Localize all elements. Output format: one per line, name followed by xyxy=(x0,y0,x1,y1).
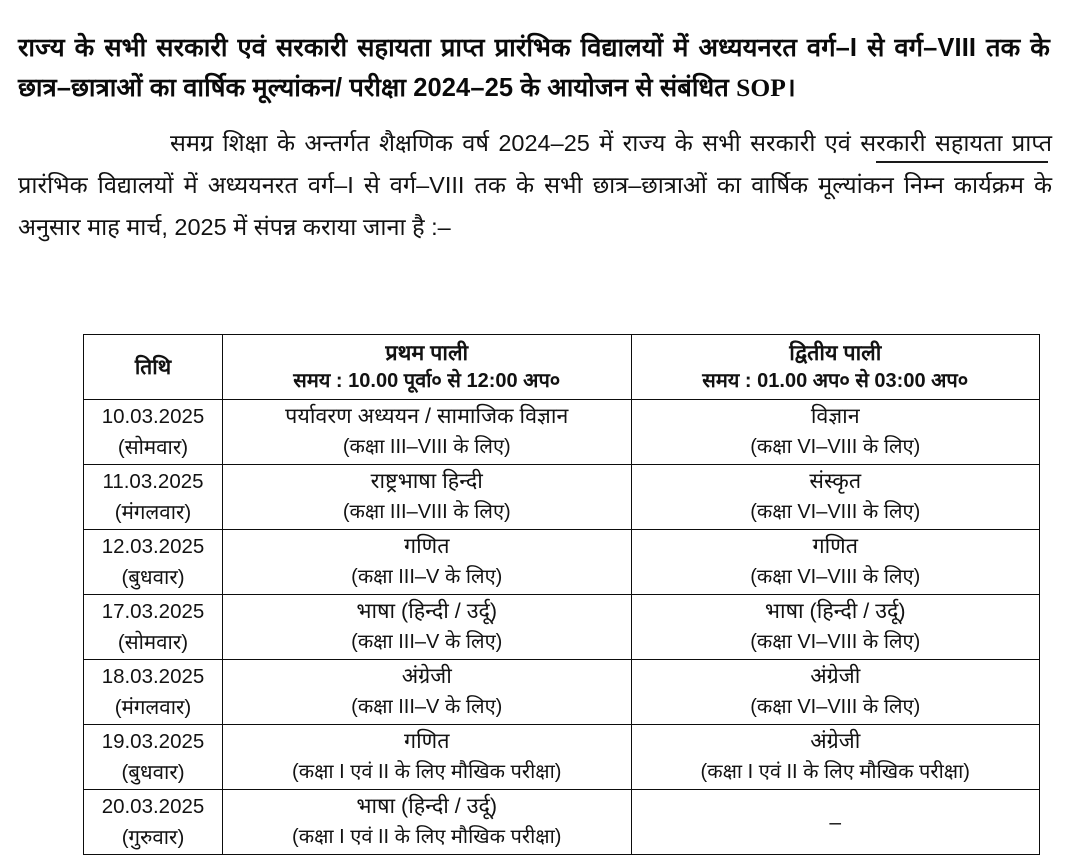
cell-date xyxy=(84,725,223,790)
table-row xyxy=(84,595,1040,660)
cell-shift-2 xyxy=(631,465,1040,530)
column-header-date: तिथि xyxy=(84,335,223,400)
title-text-danda: । xyxy=(785,74,796,102)
cell-shift-2: – xyxy=(631,790,1040,855)
cell-shift-2 xyxy=(631,530,1040,595)
exam-date: 11.03.2025 xyxy=(102,470,204,493)
exam-schedule-table xyxy=(83,334,1040,855)
exam-day: (बुधवार) xyxy=(121,761,185,784)
cell-shift-1 xyxy=(223,530,632,595)
subject: अंग्रेजी xyxy=(401,664,452,688)
shift-1-title: प्रथम पाली xyxy=(385,341,469,365)
table-row xyxy=(84,790,1040,855)
table-row xyxy=(84,465,1040,530)
shift-2-title: द्वितीय पाली xyxy=(789,341,882,365)
cell-date xyxy=(84,660,223,725)
subject: अंग्रेजी xyxy=(810,729,861,753)
classes: (कक्षा I एवं II के लिए मौखिक परीक्षा) xyxy=(700,761,970,783)
subject: राष्ट्रभाषा हिन्दी xyxy=(370,469,483,493)
table-row xyxy=(84,725,1040,790)
cell-shift-2 xyxy=(631,595,1040,660)
subject: विज्ञान xyxy=(810,404,860,428)
document-title-block xyxy=(0,0,1080,108)
cell-shift-1 xyxy=(223,790,632,855)
classes: (कक्षा I एवं II के लिए मौखिक परीक्षा) xyxy=(292,761,562,783)
classes: (कक्षा VI–VIII के लिए) xyxy=(750,436,921,458)
column-header-shift-2 xyxy=(631,335,1040,400)
page-title xyxy=(18,28,1050,108)
classes: (कक्षा III–V के लिए) xyxy=(351,696,503,718)
title-text-sop: SOP xyxy=(736,73,786,102)
exam-schedule-table-container xyxy=(83,334,1039,855)
exam-day: (गुरुवार) xyxy=(121,826,185,849)
scan-artifact-rule xyxy=(876,161,1048,163)
classes: (कक्षा VI–VIII के लिए) xyxy=(750,631,921,653)
intro-paragraph: समग्र शिक्षा के अन्तर्गत शैक्षणिक वर्ष 2024–25 में राज्य के सभी सरकारी एवं सरकारी सहायता प्राप्त प्रारंभिक विद्यालयों में अध्ययनरत वर्ग–I से वर्ग–VIII तक के सभी छात्र–छात्राओं का वार्षिक मूल्यांकन निम्न कार्यक्रम के अनुसार माह मार्च, 2025 में संपन्न कराया जाना है :– xyxy=(18,130,1052,240)
subject: पर्यावरण अध्ययन / सामाजिक विज्ञान xyxy=(285,404,569,428)
exam-date: 19.03.2025 xyxy=(101,730,205,753)
classes: (कक्षा VI–VIII के लिए) xyxy=(750,566,921,588)
exam-date: 10.03.2025 xyxy=(101,405,205,428)
cell-date xyxy=(84,400,223,465)
column-header-shift-1 xyxy=(223,335,632,400)
cell-date xyxy=(84,595,223,660)
subject: भाषा (हिन्दी / उर्दू) xyxy=(356,794,498,818)
table-body xyxy=(84,400,1040,855)
cell-shift-1 xyxy=(223,465,632,530)
classes: (कक्षा I एवं II के लिए मौखिक परीक्षा) xyxy=(292,826,562,848)
cell-shift-1 xyxy=(223,400,632,465)
exam-day: (बुधवार) xyxy=(121,566,185,589)
cell-shift-1 xyxy=(223,725,632,790)
table-row xyxy=(84,530,1040,595)
cell-shift-2 xyxy=(631,660,1040,725)
shift-2-time: समय : 01.00 अप० से 03:00 अप० xyxy=(702,370,969,392)
exam-day: (मंगलवार) xyxy=(114,696,192,719)
subject: भाषा (हिन्दी / उर्दू) xyxy=(764,599,906,623)
subject: गणित xyxy=(404,729,450,753)
classes: (कक्षा III–VIII के लिए) xyxy=(342,436,511,458)
exam-date: 17.03.2025 xyxy=(101,600,205,623)
cell-shift-1 xyxy=(223,660,632,725)
cell-date xyxy=(84,530,223,595)
classes: (कक्षा VI–VIII के लिए) xyxy=(750,696,921,718)
cell-date xyxy=(84,790,223,855)
cell-date xyxy=(84,465,223,530)
exam-day: (सोमवार) xyxy=(117,436,189,459)
table-row xyxy=(84,400,1040,465)
exam-date: 20.03.2025 xyxy=(101,795,205,818)
subject: संस्कृत xyxy=(809,469,862,493)
exam-day: (मंगलवार) xyxy=(114,501,192,524)
table-header-row xyxy=(84,335,1040,400)
classes: (कक्षा III–V के लिए) xyxy=(351,566,503,588)
subject: अंग्रेजी xyxy=(810,664,861,688)
table-header xyxy=(84,335,1040,400)
cell-shift-2 xyxy=(631,400,1040,465)
exam-date: 18.03.2025 xyxy=(101,665,205,688)
table-row xyxy=(84,660,1040,725)
title-text-main: राज्य के सभी सरकारी एवं सरकारी सहायता प्राप्त प्रारंभिक विद्यालयों में अध्ययनरत वर्ग–I से वर्ग–VIII तक के छात्र–छात्राओं का वार्षिक मूल्यांकन/ परीक्षा 2024–25 के आयोजन से संबंधित xyxy=(18,34,1050,102)
classes: (कक्षा VI–VIII के लिए) xyxy=(750,501,921,523)
cell-shift-2 xyxy=(631,725,1040,790)
classes: (कक्षा III–V के लिए) xyxy=(351,631,503,653)
classes: (कक्षा III–VIII के लिए) xyxy=(342,501,511,523)
subject: गणित xyxy=(404,534,450,558)
cell-shift-1 xyxy=(223,595,632,660)
subject: भाषा (हिन्दी / उर्दू) xyxy=(356,599,498,623)
shift-1-time: समय : 10.00 पूर्वा० से 12:00 अप० xyxy=(293,370,561,392)
exam-day: (सोमवार) xyxy=(117,631,189,654)
subject: गणित xyxy=(812,534,858,558)
exam-date: 12.03.2025 xyxy=(101,535,205,558)
